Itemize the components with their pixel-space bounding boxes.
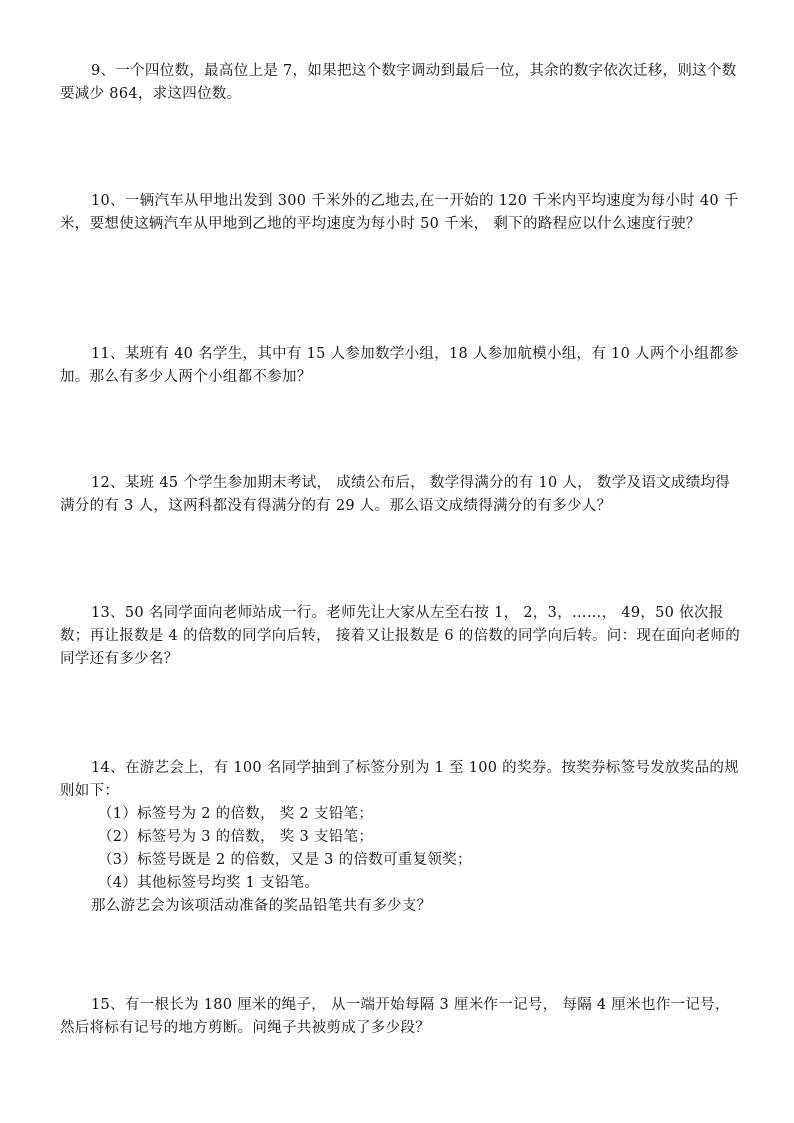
question-9-text: 9、一个四位数，最高位上是 7，如果把这个数字调动到最后一位，其余的数字依次迁移，则这个数要减少 864，求这四位数。 <box>60 63 737 102</box>
question-14 <box>60 757 744 918</box>
question-15-text: 15、有一根长为 180 厘米的绳子， 从一端开始每隔 3 厘米作一记号， 每隔 4 厘米也作一记号，然后将标有记号的地方剪断。问绳子共被剪成了多少段？ <box>60 997 730 1036</box>
question-14-question: 那么游艺会为该项活动准备的奖品铅笔共有多少支？ <box>91 898 432 914</box>
question-11-text: 11、某班有 40 名学生，其中有 15 人参加数学小组，18 人参加航模小组，有 10 人两个小组都参加。那么有多少人两个小组都不参加？ <box>60 346 739 385</box>
question-11 <box>60 343 744 389</box>
question-9 <box>60 60 744 106</box>
question-12-text: 12、某班 45 个学生参加期末考试， 成绩公布后， 数学得满分的有 10 人， 数学及语文成绩均得满分的有 3 人，这两科都没有得满分的有 29 人。那么语文成绩得满分的有多少人？ <box>60 475 731 514</box>
question-14-rule-3: （3）标签号既是 2 的倍数，又是 3 的倍数可重复领奖； <box>98 852 472 868</box>
question-13 <box>60 602 744 671</box>
question-10-text: 10、一辆汽车从甲地出发到 300 千米外的乙地去,在一开始的 120 千米内平均速度为每小时 40 千米，要想使这辆汽车从甲地到乙地的平均速度为每小时 50 千米， 剩下的路程应以什么速度行驶？ <box>60 193 739 232</box>
question-14-rule-1: （1）标签号为 2 的倍数， 奖 2 支铅笔； <box>98 806 374 822</box>
question-14-rule-4: （4）其他标签号均奖 1 支铅笔。 <box>98 875 320 891</box>
question-12 <box>60 472 744 518</box>
question-15 <box>60 994 744 1040</box>
question-14-rule-2: （2）标签号为 3 的倍数， 奖 3 支铅笔； <box>98 829 374 845</box>
question-13-text: 13、50 名同学面向老师站成一行。老师先让大家从左至右按 1， 2，3，……， 49，50 依次报数；再让报数是 4 的倍数的同学向后转， 接着又让报数是 6 的倍数的同学向后转。问：现在面向老师的同学还有多少名？ <box>60 605 740 667</box>
question-10 <box>60 190 744 236</box>
question-14-text: 14、在游艺会上，有 100 名同学抽到了标签分别为 1 至 100 的奖券。按奖券标签号发放奖品的规则如下： <box>60 760 739 799</box>
